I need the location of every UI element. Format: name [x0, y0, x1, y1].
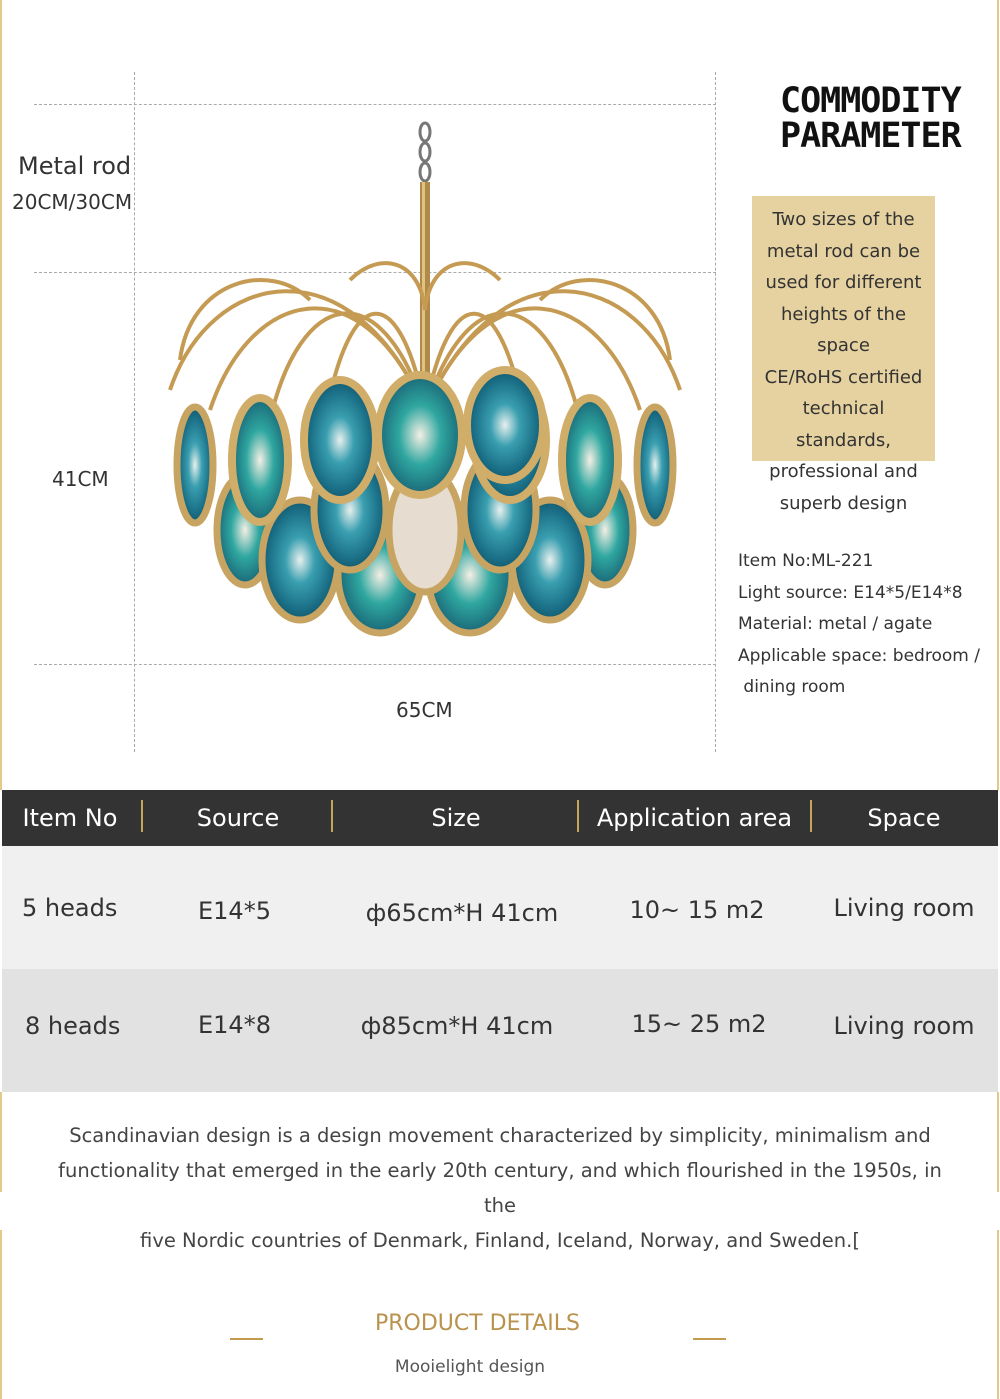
cell-item-no: 8 heads	[25, 1012, 121, 1040]
cell-item-no: 5 heads	[22, 894, 118, 922]
title-line-2: PARAMETER	[780, 116, 961, 156]
right-guide-line	[715, 72, 716, 752]
title-line-1: COMMODITY	[780, 81, 961, 121]
header-separator	[810, 800, 812, 832]
header-separator	[577, 800, 579, 832]
spec-applicable-space: Applicable space: bedroom /	[738, 645, 980, 666]
heading-rule-right	[693, 1338, 726, 1340]
right-frame-line-lower	[997, 1092, 999, 1192]
description-box	[752, 196, 935, 514]
header-source: Source	[196, 804, 280, 832]
description-line: used for different	[765, 272, 922, 293]
spec-material: Material: metal / agate	[738, 614, 933, 634]
chandelier-image	[150, 120, 700, 645]
left-frame-line	[0, 0, 2, 790]
table-row	[2, 846, 998, 969]
table-header	[2, 790, 998, 846]
cell-size: ф65cm*H 41cm	[365, 899, 559, 927]
bottom-guide-line	[34, 664, 716, 665]
description-line: heights of the space	[780, 303, 907, 356]
header-separator	[141, 800, 143, 832]
cell-size: ф85cm*H 41cm	[360, 1012, 554, 1040]
header-separator	[331, 800, 333, 832]
description-line: Two sizes of the	[772, 209, 915, 230]
cell-space: Living room	[833, 1012, 975, 1040]
left-frame-line-lower	[0, 1092, 2, 1192]
description-line: professional and	[769, 461, 918, 482]
product-details-subtitle: Mooielight design	[394, 1357, 546, 1377]
product-details-title: PRODUCT DETAILS	[374, 1311, 581, 1336]
header-item-no: Item No	[22, 804, 118, 832]
right-frame-line	[997, 0, 999, 790]
spec-item-no: Item No:ML-221	[738, 551, 874, 571]
paragraph-line: five Nordic countries of Denmark, Finland, Iceland, Norway, and Sweden.[	[140, 1229, 860, 1252]
spec-applicable-space-cont: dining room	[738, 677, 846, 697]
top-guide-line	[34, 104, 716, 105]
parameter-table	[2, 790, 998, 1092]
cell-source: E14*5	[198, 897, 271, 925]
metal-rod-size: 20CM/30CM	[12, 190, 133, 214]
heading-rule-left	[230, 1338, 263, 1340]
spec-light-source: Light source: E14*5/E14*8	[738, 582, 963, 603]
right-frame-line-bottom	[997, 1230, 999, 1399]
description-paragraph	[40, 1118, 960, 1258]
description-line: CE/RoHS certified	[764, 366, 923, 388]
metal-rod-label: Metal rod	[18, 152, 132, 180]
table-row	[2, 969, 998, 1092]
paragraph-line: functionality that emerged in the early 20th century, and which flourished in the 1950s, in the	[58, 1159, 942, 1217]
cell-space: Living room	[833, 894, 975, 922]
cell-application-area: 15~ 25 m2	[631, 1010, 767, 1038]
page-title	[780, 81, 961, 156]
cell-application-area: 10~ 15 m2	[629, 896, 765, 924]
header-size: Size	[431, 804, 481, 832]
header-space: Space	[867, 804, 941, 832]
height-dimension: 41CM	[52, 467, 109, 491]
description-line: superb design	[779, 492, 908, 514]
left-guide-line	[134, 72, 135, 752]
description-line: technical standards,	[796, 398, 891, 451]
spec-list	[738, 546, 980, 704]
width-dimension: 65CM	[396, 698, 453, 722]
header-application-area: Application area	[596, 804, 793, 832]
paragraph-line: Scandinavian design is a design movement characterized by simplicity, minimalism and	[69, 1124, 931, 1147]
cell-source: E14*8	[198, 1011, 271, 1039]
description-line: metal rod can be	[766, 240, 921, 262]
